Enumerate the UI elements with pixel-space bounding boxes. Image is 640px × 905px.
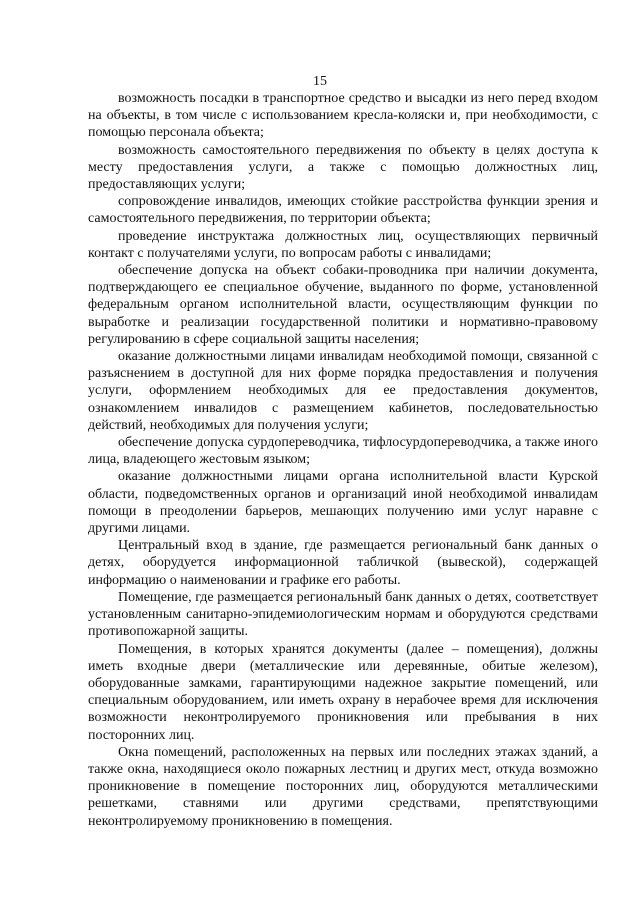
paragraph-vehicle-access: возможность посадки в транспортное средство и высадки из него перед входом на объекты, в том числе с использованием кресла-коляски и, при необходимости, с помощью персонала объекта; xyxy=(88,91,598,141)
paragraph-window-protection: Окна помещений, расположенных на первых или последних этажах зданий, а также окна, находящиеся около пожарных лестниц и других мест, откуда возможно проникновение в помещение посторонних лиц, оборудуются металлическими решетками, ставнями или другими средствами, препятствующими неконтролируемому проникновению в помещения. xyxy=(88,744,598,829)
page-number: 15 xyxy=(313,74,327,89)
paragraph-sign-interpreter: обеспечение допуска сурдопереводчика, тифлосурдопереводчика, а также иного лица, владеющего жестовым языком; xyxy=(88,435,598,468)
paragraph-central-entrance: Центральный вход в здание, где размещается региональный банк данных о детях, оборудуется информационной табличкой (вывеской), содержащей информацию о наименовании и графике его работы. xyxy=(88,538,598,588)
paragraph-independent-movement: возможность самостоятельного передвижения по объекту в целях доступа к месту предоставления услуги, а также с помощью должностных лиц, предоставляющих услуги; xyxy=(88,142,598,193)
document-body xyxy=(88,90,598,830)
paragraph-barrier-assistance: оказание должностными лицами органа исполнительной власти Курской области, подведомственных органов и организаций иной необходимой инвалидам помощи в преодолении барьеров, мешающих получению ими услуг наравне с другими лицами. xyxy=(88,469,598,537)
paragraph-document-storage: Помещения, в которых хранятся документы (далее – помещения), должны иметь входные двери (металлические или деревянные, обитые железом), оборудованные замками, гарантирующими надежное закрытие помещений, или специальным оборудованием, или иметь охрану в нерабочее время для исключения возможности неконтролируемого проникновения или пребывания в них посторонних лиц. xyxy=(88,641,598,743)
paragraph-premises-standards: Помещение, где размещается региональный банк данных о детях, соответствует установленным санитарно-эпидемиологическим нормам и оборудуются средствами противопожарной защиты. xyxy=(88,589,598,640)
paragraph-staff-assistance: оказание должностными лицами инвалидам необходимой помощи, связанной с разъяснением в доступной для них форме порядка предоставления и получения услуги, оформлением необходимых для ее предоставления документов, ознакомлением инвалидов с размещением кабинетов, последовательностью действий, необходимых для получения услуги; xyxy=(88,349,598,433)
paragraph-staff-briefing: проведение инструктажа должностных лиц, осуществляющих первичный контакт с получателями услуги, по вопросам работы с инвалидами; xyxy=(88,228,598,261)
paragraph-escort: сопровождение инвалидов, имеющих стойкие расстройства функции зрения и самостоятельного передвижения, по территории объекта; xyxy=(88,194,598,227)
paragraph-guide-dog: обеспечение допуска на объект собаки-проводника при наличии документа, подтверждающего ее специальное обучение, выданного по форме, установленной федеральным органом исполнительной власти, осуществляющим функции по выработке и реализации государственной политики и нормативно-правовому регулированию в сфере социальной защиты населения; xyxy=(88,263,598,347)
